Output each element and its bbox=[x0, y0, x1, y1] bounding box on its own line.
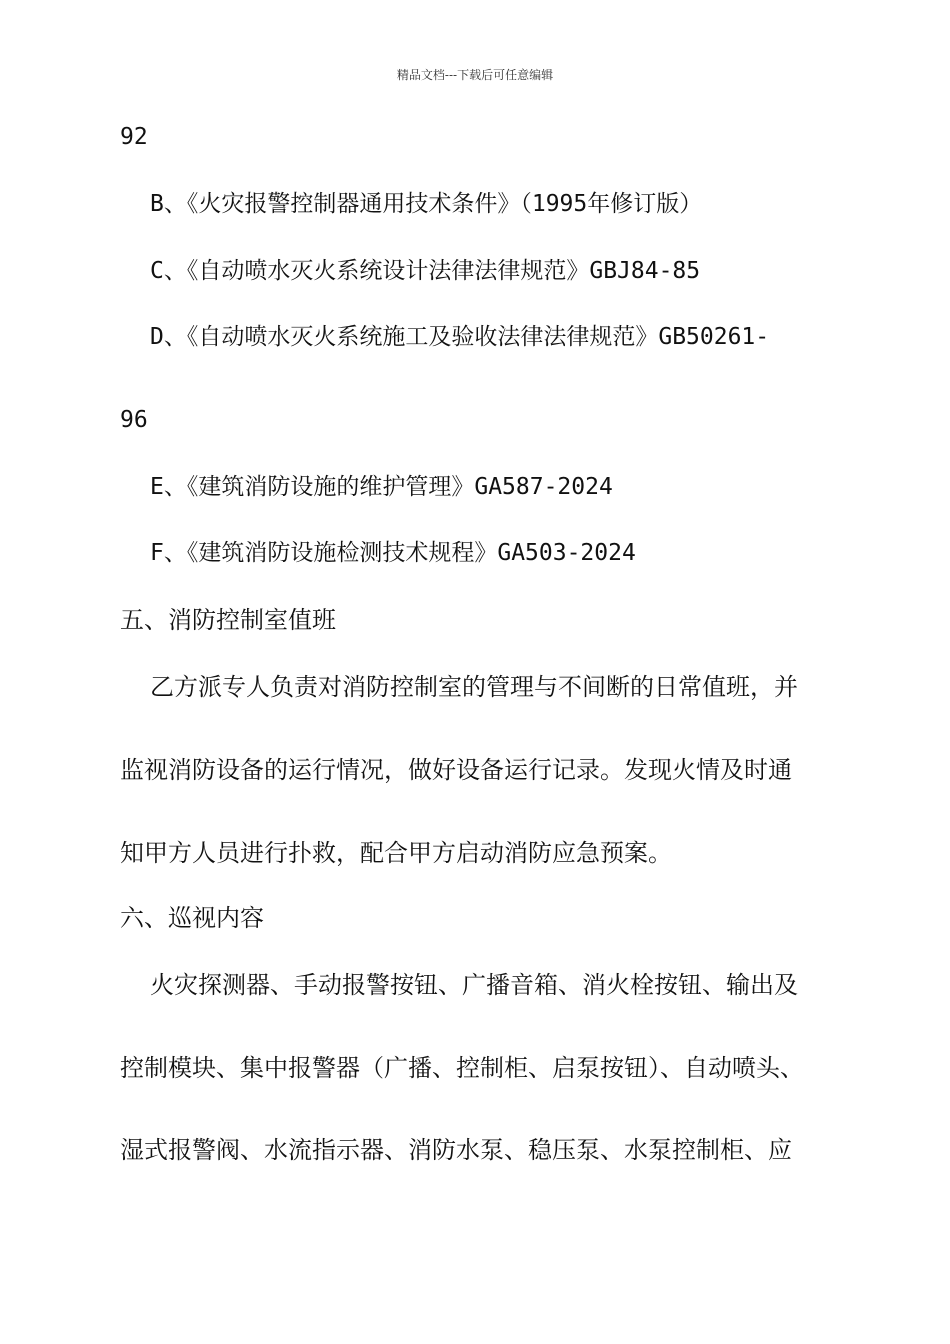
section-6-paragraph-line-2: 控制模块、集中报警器（广播、控制柜、启泵按钮）、自动喷头、 bbox=[120, 1054, 804, 1082]
reference-continuation-a: 92 bbox=[120, 124, 148, 150]
reference-item-b: B、《火灾报警控制器通用技术条件》（1995年修订版） bbox=[150, 191, 703, 217]
reference-item-f: F、《建筑消防设施检测技术规程》GA503-2024 bbox=[150, 540, 636, 566]
page-header: 精品文档---下载后可任意编辑 bbox=[396, 68, 554, 82]
section-5-heading: 五、消防控制室值班 bbox=[120, 606, 336, 634]
reference-item-c: C、《自动喷水灭火系统设计法律法律规范》GBJ84-85 bbox=[150, 258, 701, 284]
section-6-paragraph-line-3: 湿式报警阀、水流指示器、消防水泵、稳压泵、水泵控制柜、应 bbox=[120, 1136, 792, 1164]
reference-continuation-d: 96 bbox=[120, 407, 148, 433]
section-5-paragraph-line-1: 乙方派专人负责对消防控制室的管理与不间断的日常值班，并 bbox=[150, 673, 798, 701]
reference-item-e: E、《建筑消防设施的维护管理》GA587-2024 bbox=[150, 474, 613, 500]
reference-item-d: D、《自动喷水灭火系统施工及验收法律法律规范》GB50261- bbox=[150, 324, 770, 350]
section-5-paragraph-line-3: 知甲方人员进行扑救，配合甲方启动消防应急预案。 bbox=[120, 839, 672, 867]
section-6-paragraph-line-1: 火灾探测器、手动报警按钮、广播音箱、消火栓按钮、输出及 bbox=[150, 971, 798, 999]
section-6-heading: 六、巡视内容 bbox=[120, 904, 264, 932]
section-5-paragraph-line-2: 监视消防设备的运行情况，做好设备运行记录。发现火情及时通 bbox=[120, 756, 792, 784]
